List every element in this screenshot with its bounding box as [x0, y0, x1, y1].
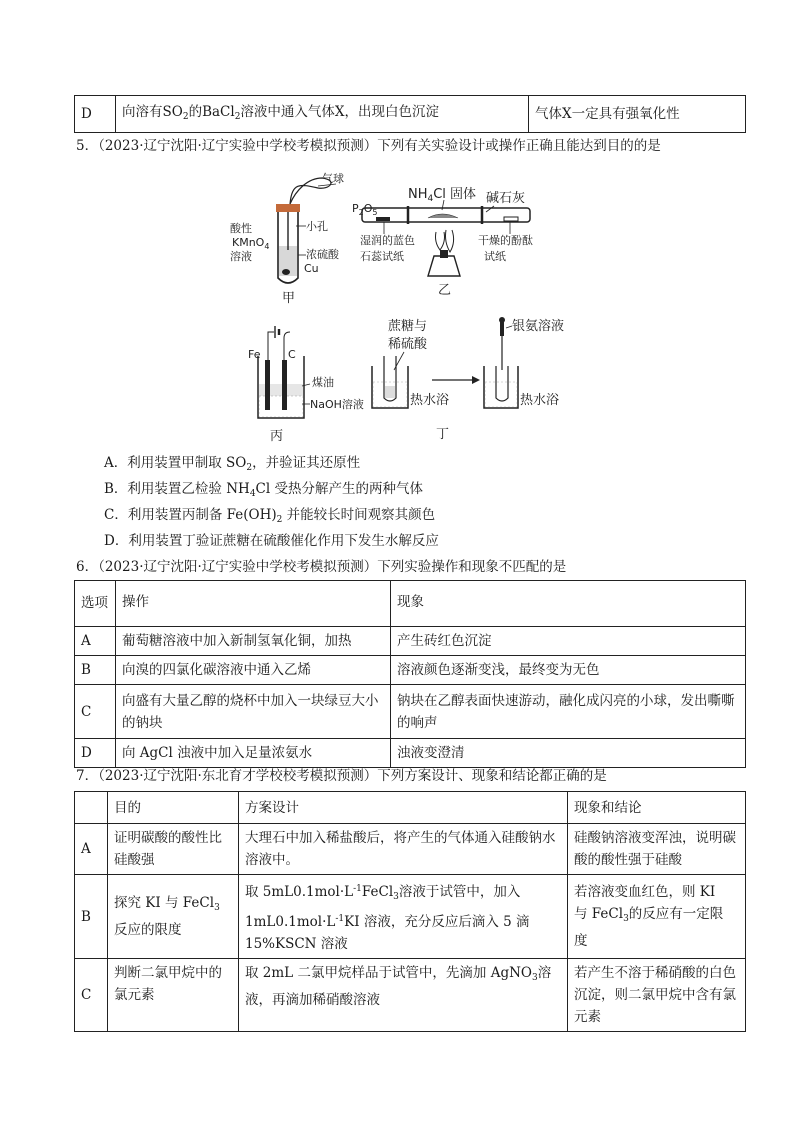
balloon-label: 气球 [322, 172, 344, 185]
row-letter: C [75, 959, 108, 1032]
row-letter: C [75, 685, 116, 739]
result-cell: 硅酸钠溶液变浑浊，说明碳酸的酸性强于硅酸 [568, 824, 746, 875]
table-row [75, 685, 746, 739]
q6-table [74, 580, 746, 768]
kmno4-label-2: KMnO$_4$ [232, 236, 270, 251]
purpose-cell: 判断二氯甲烷中的氯元素 [108, 959, 239, 1032]
phenolphthalein-paper [504, 217, 518, 221]
soda-lime-label: 碱石灰 [486, 191, 526, 206]
phenomenon-cell: 钠块在乙醇表面快速游动，融化成闪亮的小球，发出嘶嘶的响声 [391, 685, 746, 739]
result-cell: 若产生不溶于稀硝酸的白色沉淀，则二氯甲烷中含有氯元素 [568, 959, 746, 1032]
oil-label: 煤油 [312, 376, 334, 389]
table-top [74, 95, 746, 133]
phenomenon-cell: 溶液颜色逐渐变浅，最终变为无色 [391, 656, 746, 685]
table-row [75, 627, 746, 656]
blue-litmus-label-1: 湿润的蓝色 [360, 234, 415, 247]
nh4cl-solid [428, 214, 458, 218]
blue-litmus-paper [376, 217, 390, 221]
c-electrode [282, 360, 287, 410]
table-header-row [75, 581, 746, 627]
table-row [75, 875, 746, 959]
conclusion-cell: 气体X一定具有强氧化性 [529, 96, 746, 133]
phenomenon-cell: 产生砖红色沉淀 [391, 627, 746, 656]
header-result: 现象和结论 [568, 792, 746, 824]
design-cell: 取 $5mL0.1mol\cdot L^{-1}FeCl_3$溶液于试管中，加入 $1mL0.1mol\cdot L^{-1}KI$ 溶液，充分反应后滴入 5 滴 15%KSCN 溶液 [239, 875, 568, 959]
row-letter: A [75, 824, 108, 875]
header-purpose: 目的 [108, 792, 239, 824]
table-row [75, 824, 746, 875]
phenolphthalein-label-1: 干燥的酚酞 [478, 234, 533, 247]
table-row [75, 739, 746, 768]
blue-litmus-label-2: 石蕊试纸 [360, 250, 404, 263]
q7-stem: 7．（2023·辽宁沈阳·东北育才学校校考模拟预测）下列方案设计、现象和结论都正确的是 [76, 768, 607, 784]
operation-cell: 向溴的四氯化碳溶液中通入乙烯 [116, 656, 391, 685]
hole-label: 小孔 [306, 220, 328, 233]
operation-cell [116, 96, 529, 133]
sugar-label-2: 稀硫酸 [388, 337, 428, 352]
test-tube-right [496, 366, 508, 401]
table-row [75, 959, 746, 1032]
fe-electrode [265, 360, 270, 410]
kmno4-label-3: 溶液 [230, 250, 252, 263]
op-text: 向溶有$SO_2$的BaCl$_2$溶液中通入气体X，出现白色沉淀 [122, 103, 440, 122]
nh4cl-label: $NH_4Cl$ 固体 [408, 187, 477, 204]
kmno4-label-1: 酸性 [230, 222, 252, 235]
design-cell: 大理石中加入稀盐酸后，将产生的气体通入硅酸钠水溶液中。 [239, 824, 568, 875]
phenolphthalein-label-2: 试纸 [484, 250, 506, 263]
cu-piece [282, 269, 290, 275]
cu-label: Cu [304, 262, 319, 275]
bath-label-1: 热水浴 [410, 393, 450, 408]
alcohol-lamp [428, 256, 460, 276]
apparatus-bing [248, 326, 364, 444]
q6-stem: 6．（2023·辽宁沈阳·辽宁实验中学校考模拟预测）下列实验操作和现象不匹配的是 [76, 559, 567, 575]
caption-jia: 甲 [282, 291, 296, 306]
apparatus-jia [230, 171, 344, 306]
design-cell: 取 2mL 二氯甲烷样品于试管中，先滴加 AgNO$_3$溶液，再滴加稀硝酸溶液 [239, 959, 568, 1032]
acid-label: 浓硫酸 [306, 248, 339, 261]
purpose-cell: 证明碳酸的酸性比硅酸强 [108, 824, 239, 875]
apparatus-ding [372, 317, 564, 442]
q5-stem: 5．（2023·辽宁沈阳·辽宁实验中学校考模拟预测）下列有关实验设计或操作正确且能达到目的的是 [76, 138, 661, 154]
row-letter [75, 96, 116, 133]
result-cell: 若溶液变血红色，则 KI 与 FeCl$_3$的反应有一定限 度 [568, 875, 746, 959]
header-operation: 操作 [116, 581, 391, 627]
naoh-label: NaOH溶液 [310, 398, 364, 411]
beaker-right [484, 366, 518, 408]
row-letter: D [75, 739, 116, 768]
table-row [75, 656, 746, 685]
letter-text: D [81, 106, 92, 122]
operation-cell: 向 AgCl 浊液中加入足量浓氨水 [116, 739, 391, 768]
p2o5-label: $P_2O_5$ [352, 202, 378, 217]
q7-table [74, 791, 746, 1032]
q5-option-c: C．利用装置丙制备 $Fe(OH)_2$ 并能较长时间观察其颜色 [104, 507, 436, 525]
stopper [276, 204, 300, 212]
caption-ding: 丁 [436, 427, 450, 442]
row-letter: A [75, 627, 116, 656]
operation-cell: 向盛有大量乙醇的烧杯中加入一块绿豆大小的钠块 [116, 685, 391, 739]
q5-option-b: B．利用装置乙检验 $NH_4Cl$ 受热分解产生的两种气体 [104, 481, 423, 499]
row-letter: B [75, 875, 108, 959]
phenomenon-cell: 浊液变澄清 [391, 739, 746, 768]
header-option: 选项 [75, 581, 116, 627]
q5-figure [0, 160, 800, 450]
operation-cell: 葡萄糖溶液中加入新制氢氧化铜，加热 [116, 627, 391, 656]
sugar-label-1: 蔗糖与 [388, 319, 428, 334]
apparatus-yi [352, 186, 533, 298]
header-blank [75, 792, 108, 824]
table-header-row [75, 792, 746, 824]
purpose-cell: 探究 KI 与 FeCl$_3$反应的限度 [108, 875, 239, 959]
header-design: 方案设计 [239, 792, 568, 824]
bath-label-2: 热水浴 [520, 393, 560, 408]
fe-label: Fe [248, 348, 261, 361]
caption-yi: 乙 [438, 283, 452, 298]
row-letter: B [75, 656, 116, 685]
c-label: C [288, 348, 296, 361]
caption-bing: 丙 [270, 429, 284, 444]
table-row [75, 96, 746, 133]
q5-option-a: A．利用装置甲制取 $SO_2$，并验证其还原性 [104, 455, 361, 473]
q5-option-d: D．利用装置丁验证蔗糖在硫酸催化作用下发生水解反应 [104, 533, 439, 549]
header-phenomenon: 现象 [391, 581, 746, 627]
silver-label: 银氨溶液 [512, 319, 565, 334]
